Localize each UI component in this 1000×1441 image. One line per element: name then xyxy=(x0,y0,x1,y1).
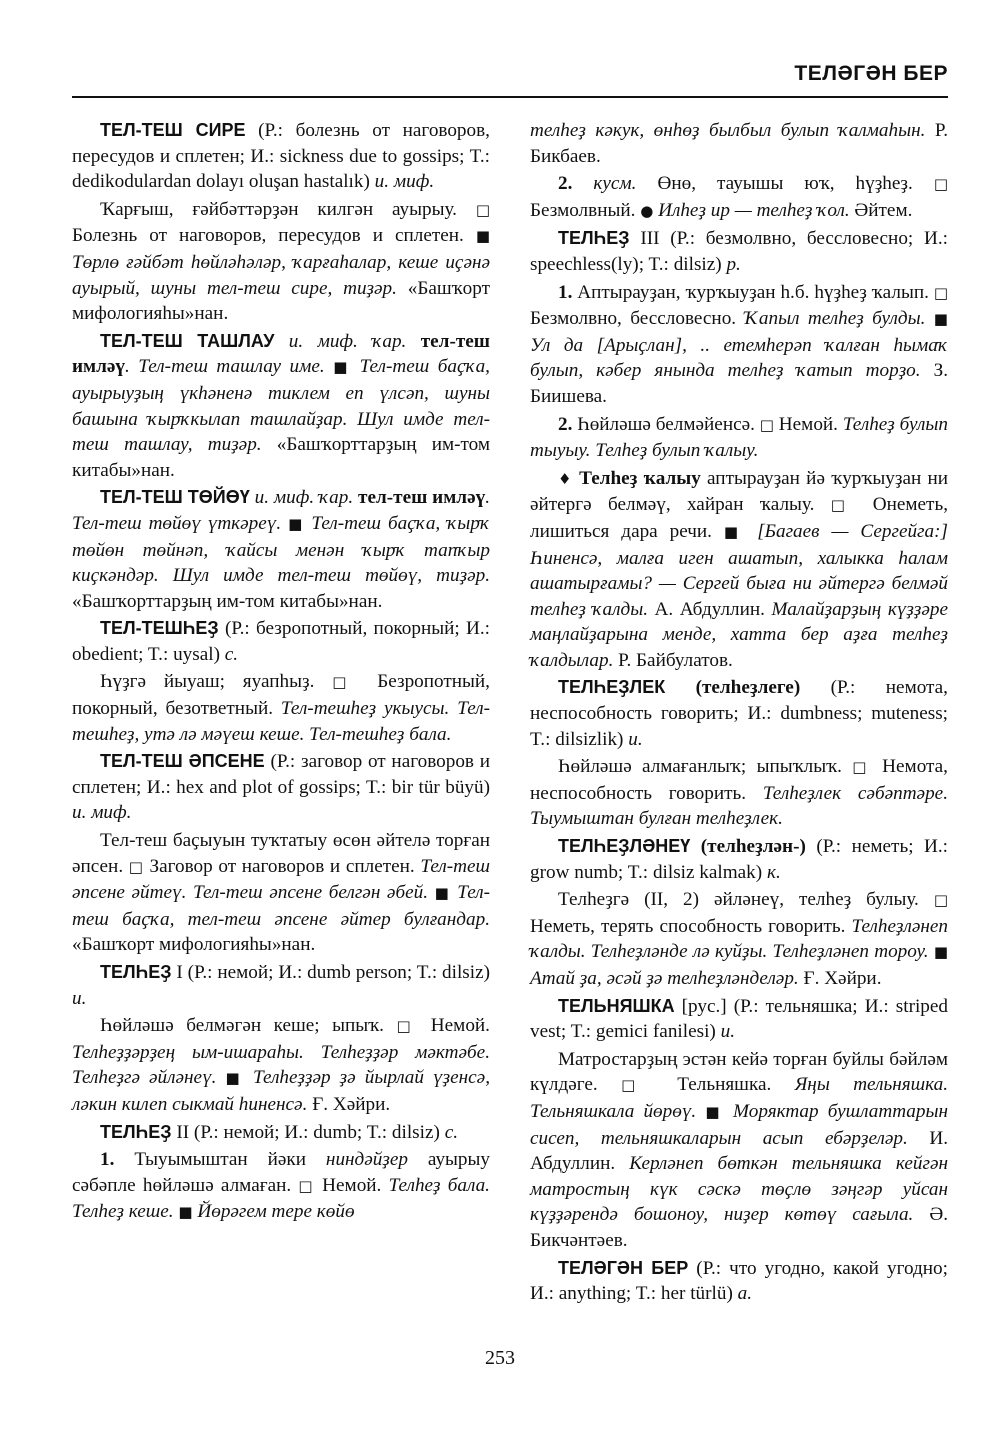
square-icon: □ xyxy=(298,1176,315,1195)
page-number: 253 xyxy=(485,1347,515,1369)
headword: ТЕЛҺЕҘ xyxy=(558,228,630,249)
square-icon: □ xyxy=(759,415,774,434)
square-icon: □ xyxy=(475,200,490,219)
definition: Ҡарғыш, ғәйбәттәрҙән килгән ауырыу. □ Болезнь от наговоров, пересудов и сплетен. ■ Төрлө ғәйбәт һөйләһәләр, ҡарғаһалар, кеше иҫәнә ауырый, шуны тел-теш сире, тиҙәр. «Башҡорт мифологияһы»нан. xyxy=(72,198,490,325)
square-icon: □ xyxy=(621,1076,654,1095)
square-icon: □ xyxy=(852,758,872,777)
definition: 2. Һөйләшә белмәйенсә. □ Немой. Телһеҙ булып тыуыу. Телһеҙ булып ҡалыу. xyxy=(530,413,948,462)
square-icon: □ xyxy=(128,857,144,876)
square-icon: □ xyxy=(396,1017,419,1036)
entry-telhezlek: ТЕЛҺЕҘЛЕК (телһеҙлеге) (Р.: немота, неспособность говорить; И.: dumbness; muteness; T.: dilsizlik) и. xyxy=(530,677,948,750)
black-square-icon: ■ xyxy=(178,1203,193,1222)
bullet-icon: ● xyxy=(640,201,654,220)
entry-telhez-3: ТЕЛҺЕҘ III (Р.: безмолвно, бессловесно; И.: speechless(ly); T.: dilsiz) р. xyxy=(530,228,948,275)
left-column xyxy=(72,118,490,1228)
entry-tel-tesh-apsene: ТЕЛ-ТЕШ ӘПСЕНЕ (Р.: заговор от наговоров и сплетен; И.: hex and plot of gossips; T.: bir tür büyü) и. миф. xyxy=(72,751,490,824)
black-square-icon: ■ xyxy=(723,522,746,541)
definition-continued: телһеҙ кәкук, өнһөҙ былбыл булып ҡалмаһын. Р. Бикбаев. xyxy=(530,120,948,167)
entry-tel-tesh-toyoy: ТЕЛ-ТЕШ ТӨЙӨҮ и. миф. ҡар. тел-теш имләү. Тел-теш төйөү үткәреү. ■ Тел-теш баҫҡа, ҡырҡ төйөн төйнәп, ҡайсы менән ҡырҡ тапҡыр киҫкәндәр. Шул имде тел-теш төйөү, тиҙәр. «Башҡорттарҙың им-том китабы»нан. xyxy=(72,487,490,612)
headword: ТЕЛ-ТЕШ СИРЕ xyxy=(100,120,246,140)
black-square-icon: ■ xyxy=(333,358,352,377)
black-square-icon: ■ xyxy=(434,884,451,903)
definition: 1. Тыуымыштан йәки ниндәйҙер ауырыу сәбәпле һөйләшә алмаған. □ Немой. Телһеҙ бала. Телһеҙ кеше. ■ Йөрәгем тере көйө xyxy=(72,1149,491,1223)
right-column xyxy=(530,118,948,1309)
black-square-icon: ■ xyxy=(225,1069,244,1088)
entry-tel-tesh-sire: ТЕЛ-ТЕШ СИРЕ (Р.: болезнь от наговоров, пересудов и сплетен; И.: sickness due to gossips; T.: dedikodulardan dolayı oluşan hastalık) и. миф. xyxy=(72,120,490,193)
black-square-icon: ■ xyxy=(933,310,948,329)
square-icon: □ xyxy=(830,496,857,515)
black-square-icon: ■ xyxy=(933,943,948,962)
headword: ТЕЛ-ТЕШ ТАШЛАУ xyxy=(100,330,275,351)
square-icon: □ xyxy=(933,175,948,194)
square-icon: □ xyxy=(933,891,948,910)
headword: ТЕЛҺЕҘ xyxy=(100,1121,172,1142)
entry-telhez-2: ТЕЛҺЕҘ II (Р.: немой; И.: dumb; T.: dilsiz) с. xyxy=(100,1121,459,1143)
diamond-icon: ♦ xyxy=(558,469,573,488)
headword: ТЕЛЬНЯШКА xyxy=(558,995,675,1016)
black-square-icon: ■ xyxy=(288,514,305,533)
headword: ТЕЛ-ТЕШ ТӨЙӨҮ xyxy=(100,487,250,508)
definition: Тел-теш баҫыуын туҡтатыу өсөн әйтелә торған әпсен. □ Заговор от наговоров и сплетен. Тел-теш әпсене әйтеү. Тел-теш әпсене белгән әбей. ■ Тел-теш баҫҡа, тел-теш әпсене әйтер булғандар. «Башҡорт мифологияһы»нан. xyxy=(72,830,490,956)
definition: Һөйләшә алмағанлыҡ; ыпыҡлыҡ. □ Немота, неспособность говорить. Телһеҙлек сәбәптәре. Тыумыштан булған телһеҙлек. xyxy=(530,756,948,830)
definition: Һөйләшә белмәгән кеше; ыпыҡ. □ Немой. Телһеҙҙәрҙең ым-ишараһы. Телһеҙҙәр мәктәбе. Телһеҙгә әйләнеү. ■ Телһеҙҙәр ҙә йырлай үҙенсә, ләкин килеп сыкмай һиненсә. Ғ. Хәйри. xyxy=(72,1015,490,1115)
headword: ТЕЛҺЕҘ xyxy=(100,962,172,982)
definition: 2. кусм. Өнө, тауышы юҡ, һүҙһеҙ. □ Безмолвный. ● Илһеҙ ир — телһеҙ ҡол. Әйтем. xyxy=(530,173,948,221)
definition: 1. Аптырауҙан, ҡурҡыуҙан һ.б. һүҙһеҙ ҡалып. □ Безмолвно, бессловесно. Ҡапыл телһеҙ булды. ■ Ул да [Арыҫлан], .. етемһерәп ҡалған һымаҡ булып, кәбер янында телһеҙ ҡатып торҙо. З. Биишева. xyxy=(530,281,948,407)
entry-tel-teshhez: ТЕЛ-ТЕШҺЕҘ (Р.: безропотный, покорный; И.: obedient; T.: uysal) с. xyxy=(72,618,490,665)
headword: ТЕЛҺЕҘЛЕК xyxy=(558,677,666,698)
black-square-icon: ■ xyxy=(705,1102,724,1121)
headword: ТЕЛҺЕҘЛӘНЕҮ xyxy=(558,836,691,857)
headword: ТЕЛ-ТЕШҺЕҘ xyxy=(100,618,219,639)
phrase: ♦ Телһеҙ ҡалыу аптырауҙан йә ҡурҡыуҙан ни әйтергә белмәү, хайран ҡалыу. □ Онеметь, лишиться дара речи. ■ [Багаев — Сергейга:] Һиненсә, малға иген ашатып, халыкка һалам ашатырғамы? — Сергей быға ни әйтергә белмәй телһеҙ ҡалды. А. Абдуллин. Малайҙарҙың күҙҙәре маңлайҙарына менде, хатта бер аҙға телһеҙ ҡалдылар. Р. Байбулатов. xyxy=(530,467,948,671)
entry-tel-tesh-tashlau: ТЕЛ-ТЕШ ТАШЛАУ и. миф. ҡар. тел-теш имләү. Тел-теш ташлау име. ■ Тел-теш баҫҡа, ауырыуҙың үкһәненә тиклем еп үлсәп, шуны башына ҡырҡкылап ташлайҙар. Шул имде тел-теш ташлау, тиҙәр. «Башҡорттарҙың им-том китабы»нан. xyxy=(72,330,491,481)
square-icon: □ xyxy=(933,283,948,302)
headword: ТЕЛӘГӘН БЕР xyxy=(558,1257,689,1278)
headword: ТЕЛ-ТЕШ ӘПСЕНЕ xyxy=(100,751,265,772)
entry-telhezlaneu: ТЕЛҺЕҘЛӘНЕҮ (телһеҙлән-) (Р.: неметь; И.: grow numb; T.: dilsiz kalmak) к. xyxy=(530,836,948,883)
definition: Матростарҙың эстән кейә торған буйлы бәйләм күлдәге. □ Тельняшка. Яңы тельняшка. Тельняшкала йөрөү. ■ Моряктар бушлаттарын сисеп, тельняшкаларын асып ебәрҙеләр. И. Абдуллин. Керләнеп бөткән тельняшка кейгән матростың күк сәскә төҫлө зәңгәр уйсан күҙҙәрендә бошоноу, ниҙер көтөү сағыла. Ә. Бикчәнтәев. xyxy=(530,1048,949,1251)
square-icon: □ xyxy=(332,673,360,692)
definition: Телһеҙгә (II, 2) әйләнеү, телһеҙ булыу. □ Неметь, терять способность говорить. Телһеҙләнеп ҡалды. Телһеҙләнде лә куйҙы. Телһеҙләнеп тороу. ■ Атай ҙа, әсәй ҙә телһеҙләнделәр. Ғ. Хәйри. xyxy=(530,889,948,989)
running-header xyxy=(72,58,948,98)
definition: Һүҙгә йыуаш; яуапһыҙ. □ Безропотный, покорный, безответный. Тел-тешһеҙ укыусы. Тел-тешһеҙ, утә лә мәүеш кеше. Тел-тешһеҙ бала. xyxy=(72,671,490,745)
entry-telagan-ber: ТЕЛӘГӘН БЕР (Р.: что угодно, какой угодно; И.: anything; T.: her türlü) а. xyxy=(530,1257,948,1305)
running-title: ТЕЛӘГӘН БЕР xyxy=(794,62,948,85)
black-square-icon: ■ xyxy=(475,227,490,246)
entry-telnyashka: ТЕЛЬНЯШКА [рус.] (Р.: тельняшка; И.: striped vest; T.: gemici fanilesi) и. xyxy=(530,995,948,1043)
entry-telhez-1: ТЕЛҺЕҘ I (Р.: немой; И.: dumb person; T.: dilsiz) и. xyxy=(72,962,490,1009)
